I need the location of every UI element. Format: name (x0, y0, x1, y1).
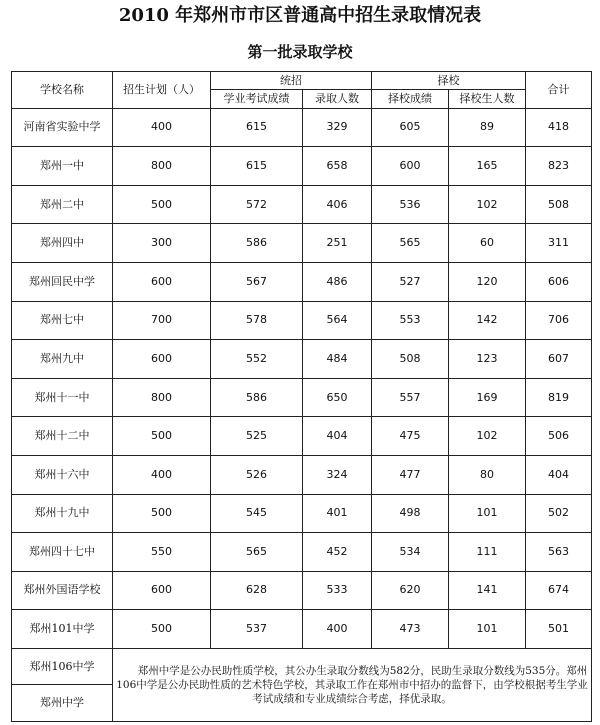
zx-score-cell: 498 (372, 494, 449, 533)
tz-count-cell: 484 (303, 340, 372, 379)
table-row (12, 108, 592, 147)
school-name-cell: 郑州回民中学 (12, 262, 113, 301)
total-cell: 823 (526, 147, 592, 186)
tz-score-cell: 552 (211, 340, 303, 379)
header-school: 学校名称 (12, 72, 113, 109)
table-row (12, 571, 592, 610)
total-cell: 674 (526, 571, 592, 610)
table-row (12, 224, 592, 263)
tz-score-cell: 565 (211, 533, 303, 572)
table-row (12, 533, 592, 572)
zx-score-cell: 477 (372, 455, 449, 494)
header-zx-score: 择校成绩 (372, 90, 449, 108)
school-name-cell: 郑州中学 (12, 685, 113, 722)
zx-score-cell: 557 (372, 378, 449, 417)
tz-count-cell: 404 (303, 417, 372, 456)
plan-cell: 600 (113, 340, 211, 379)
zx-count-cell: 80 (449, 455, 526, 494)
total-cell: 706 (526, 301, 592, 340)
plan-cell: 600 (113, 262, 211, 301)
header-plan: 招生计划（人） (113, 72, 211, 109)
total-cell: 819 (526, 378, 592, 417)
total-cell: 501 (526, 610, 592, 649)
zx-score-cell: 553 (372, 301, 449, 340)
total-cell: 418 (526, 108, 592, 147)
total-cell: 404 (526, 455, 592, 494)
plan-cell: 300 (113, 224, 211, 263)
header-tz-score: 学业考试成绩 (211, 90, 303, 108)
tz-score-cell: 567 (211, 262, 303, 301)
tz-score-cell: 526 (211, 455, 303, 494)
tz-count-cell: 486 (303, 262, 372, 301)
table-row (12, 301, 592, 340)
plan-cell: 500 (113, 185, 211, 224)
table-row (12, 185, 592, 224)
tz-count-cell: 400 (303, 610, 372, 649)
school-name-cell: 郑州十六中 (12, 455, 113, 494)
page-subtitle: 第一批录取学校 (247, 43, 353, 61)
school-name-cell: 郑州一中 (12, 147, 113, 186)
school-name-cell: 郑州七中 (12, 301, 113, 340)
school-name-cell: 郑州106中学 (12, 648, 113, 685)
tz-count-cell: 564 (303, 301, 372, 340)
zx-count-cell: 111 (449, 533, 526, 572)
total-cell: 311 (526, 224, 592, 263)
plan-cell: 400 (113, 455, 211, 494)
school-name-cell: 郑州九中 (12, 340, 113, 379)
plan-cell: 500 (113, 417, 211, 456)
school-name-cell: 郑州四中 (12, 224, 113, 263)
zx-score-cell: 600 (372, 147, 449, 186)
table-row (12, 610, 592, 649)
table-row (12, 455, 592, 494)
total-cell: 563 (526, 533, 592, 572)
zx-count-cell: 102 (449, 185, 526, 224)
header-zx-count: 择校生人数 (449, 90, 526, 108)
tz-count-cell: 452 (303, 533, 372, 572)
header-zexiao: 择校 (372, 72, 526, 90)
tz-count-cell: 401 (303, 494, 372, 533)
tz-score-cell: 586 (211, 378, 303, 417)
school-name-cell: 郑州十二中 (12, 417, 113, 456)
tz-score-cell: 525 (211, 417, 303, 456)
plan-cell: 500 (113, 494, 211, 533)
zx-count-cell: 120 (449, 262, 526, 301)
zx-score-cell: 534 (372, 533, 449, 572)
tz-score-cell: 572 (211, 185, 303, 224)
table-row (12, 494, 592, 533)
page-title: 2010 年郑州市市区普通高中招生录取情况表 (118, 5, 482, 26)
plan-cell: 600 (113, 571, 211, 610)
school-name-cell: 郑州二中 (12, 185, 113, 224)
header-total: 合计 (526, 72, 592, 109)
zx-count-cell: 142 (449, 301, 526, 340)
tz-score-cell: 615 (211, 108, 303, 147)
header-row-top (12, 72, 592, 90)
tz-count-cell: 533 (303, 571, 372, 610)
tz-count-cell: 406 (303, 185, 372, 224)
zx-count-cell: 60 (449, 224, 526, 263)
school-name-cell: 郑州外国语学校 (12, 571, 113, 610)
table-row (12, 648, 592, 685)
plan-cell: 700 (113, 301, 211, 340)
header-tz-count: 录取人数 (303, 90, 372, 108)
tz-score-cell: 628 (211, 571, 303, 610)
zx-count-cell: 165 (449, 147, 526, 186)
plan-cell: 550 (113, 533, 211, 572)
header-tongzhao: 统招 (211, 72, 372, 90)
zx-count-cell: 123 (449, 340, 526, 379)
zx-count-cell: 141 (449, 571, 526, 610)
tz-count-cell: 658 (303, 147, 372, 186)
plan-cell: 500 (113, 610, 211, 649)
zx-count-cell: 169 (449, 378, 526, 417)
tz-count-cell: 324 (303, 455, 372, 494)
zx-score-cell: 475 (372, 417, 449, 456)
zx-score-cell: 605 (372, 108, 449, 147)
zx-score-cell: 565 (372, 224, 449, 263)
plan-cell: 800 (113, 147, 211, 186)
school-name-cell: 河南省实验中学 (12, 108, 113, 147)
note-cell: 郑州中学是公办民助性质学校，其公办生录取分数线为582分，民助生录取分数线为535分。郑州106中学是公办民助性质的艺术特色学校，其录取工作在郑州市中招办的监督下，由学校根据考生学业考试成绩和专业成绩综合考虑，择优录取。 (113, 648, 592, 721)
admission-table (11, 71, 592, 722)
total-cell: 607 (526, 340, 592, 379)
zx-score-cell: 527 (372, 262, 449, 301)
total-cell: 502 (526, 494, 592, 533)
zx-count-cell: 102 (449, 417, 526, 456)
school-name-cell: 郑州十九中 (12, 494, 113, 533)
zx-score-cell: 508 (372, 340, 449, 379)
tz-score-cell: 578 (211, 301, 303, 340)
zx-count-cell: 101 (449, 610, 526, 649)
total-cell: 606 (526, 262, 592, 301)
tz-score-cell: 586 (211, 224, 303, 263)
total-cell: 506 (526, 417, 592, 456)
table-row (12, 378, 592, 417)
zx-score-cell: 620 (372, 571, 449, 610)
tz-count-cell: 251 (303, 224, 372, 263)
table-row (12, 147, 592, 186)
zx-score-cell: 536 (372, 185, 449, 224)
table-row (12, 417, 592, 456)
tz-score-cell: 545 (211, 494, 303, 533)
total-cell: 508 (526, 185, 592, 224)
tz-score-cell: 537 (211, 610, 303, 649)
table-row (12, 340, 592, 379)
school-name-cell: 郑州四十七中 (12, 533, 113, 572)
zx-score-cell: 473 (372, 610, 449, 649)
school-name-cell: 郑州101中学 (12, 610, 113, 649)
tz-count-cell: 650 (303, 378, 372, 417)
zx-count-cell: 101 (449, 494, 526, 533)
plan-cell: 800 (113, 378, 211, 417)
tz-score-cell: 615 (211, 147, 303, 186)
plan-cell: 400 (113, 108, 211, 147)
tz-count-cell: 329 (303, 108, 372, 147)
school-name-cell: 郑州十一中 (12, 378, 113, 417)
table-row (12, 262, 592, 301)
zx-count-cell: 89 (449, 108, 526, 147)
